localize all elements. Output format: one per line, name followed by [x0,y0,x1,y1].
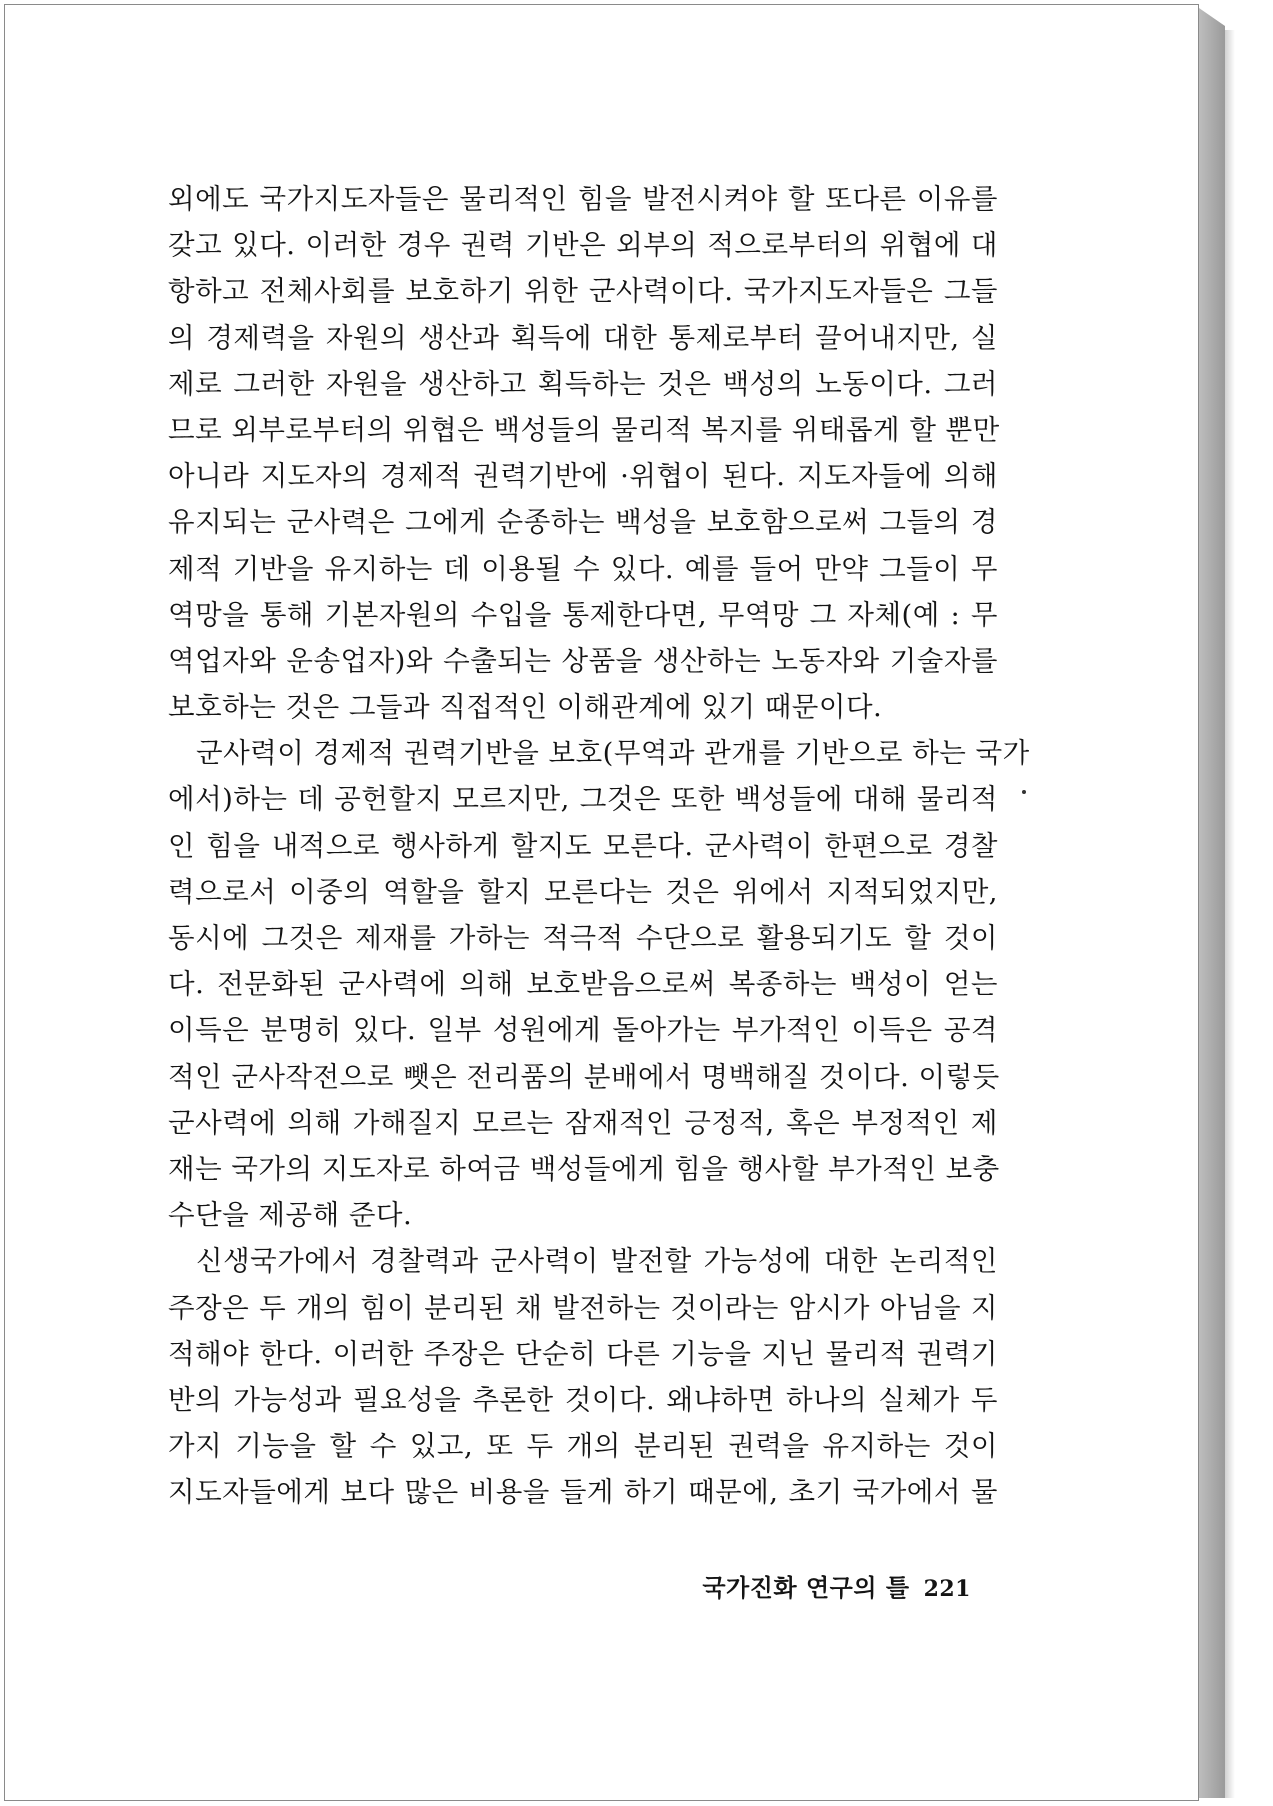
text-line: 동시에 그것은 제재를 가하는 적극적 수단으로 활용되기도 할 것이 [168,922,998,954]
text-line: 역업자와 운송업자)와 수출되는 상품을 생산하는 노동자와 기술자를 [168,644,998,677]
running-footer [702,1568,971,1603]
running-title: 국가진화 연구의 틀 [702,1573,910,1602]
page-number: 221 [923,1576,971,1602]
text-line: 의 경제력을 자원의 생산과 획득에 대한 통제로부터 끌어내지만, 실 [168,321,998,354]
text-line: 갖고 있다. 이러한 경우 권력 기반은 외부의 적으로부터의 위협에 대 [168,229,998,262]
paragraph-3 [168,1238,998,1515]
text-line: 외에도 국가지도자들은 물리적인 힘을 발전시켜야 할 또다른 이유를 [168,183,998,215]
text-line: 가지 기능을 할 수 있고, 또 두 개의 분리된 권력을 유지하는 것이 [168,1430,998,1463]
page-shadow [1225,30,1235,1798]
text-line: 제로 그러한 자원을 생산하고 획득하는 것은 백성의 노동이다. 그러 [168,367,998,400]
text-line: 군사력에 의해 가해질지 모르는 잠재적인 긍정적, 혹은 부정적인 제 [168,1106,998,1139]
text-line: 므로 외부로부터의 위협은 백성들의 물리적 복지를 위태롭게 할 뿐만 [168,413,1000,446]
text-line: 항하고 전체사회를 보호하기 위한 군사력이다. 국가지도자들은 그들 [168,275,998,308]
paragraph-1 [168,176,998,730]
text-line: 아니라 지도자의 경제적 권력기반에 ·위협이 된다. 지도자들에 의해 [168,460,998,493]
text-line: 에서)하는 데 공헌할지 모르지만, 그것은 또한 백성들에 대해 물리적 [168,783,998,816]
text-line: 이득은 분명히 있다. 일부 성원에게 돌아가는 부가적인 이득은 공격 [168,1014,998,1047]
text-line: 재는 국가의 지도자로 하여금 백성들에게 힘을 행사할 부가적인 보충 [168,1152,1000,1185]
text-line: 력으로서 이중의 역할을 할지 모른다는 것은 위에서 지적되었지만, [168,875,998,908]
body-text [168,176,1030,1515]
text-line: 군사력이 경제적 권력기반을 보호(무역과 관개를 기반으로 하는 국가 [196,737,1030,770]
text-line: 인 힘을 내적으로 행사하게 할지도 모른다. 군사력이 한편으로 경찰 [168,829,998,862]
text-line: 적인 군사작전으로 뺏은 전리품의 분배에서 명백해질 것이다. 이렇듯 [168,1060,1000,1093]
text-line: 신생국가에서 경찰력과 군사력이 발전할 가능성에 대한 논리적인 [196,1245,998,1278]
text-line: 지도자들에게 보다 많은 비용을 들게 하기 때문에, 초기 국가에서 물 [168,1476,998,1509]
text-line: 적해야 한다. 이러한 주장은 단순히 다른 기능을 지닌 물리적 권력기 [168,1337,998,1370]
text-line: 역망을 통해 기본자원의 수입을 통제한다면, 무역망 그 자체(예 : 무 [168,598,998,631]
text-line: 제적 기반을 유지하는 데 이용될 수 있다. 예를 들어 만약 그들이 무 [168,552,998,585]
text-line: 주장은 두 개의 힘이 분리된 채 발전하는 것이라는 암시가 아님을 지 [168,1291,998,1324]
text-line: 수단을 제공해 준다. [168,1199,413,1232]
scan-speck [1022,790,1026,794]
text-line: 다. 전문화된 군사력에 의해 보호받음으로써 복종하는 백성이 얻는 [168,968,998,1001]
text-line: 보호하는 것은 그들과 직접적인 이해관계에 있기 때문이다. [168,691,883,724]
paragraph-2 [168,730,1030,1238]
text-line: 유지되는 군사력은 그에게 순종하는 백성을 보호함으로써 그들의 경 [168,506,998,539]
text-line: 반의 가능성과 필요성을 추론한 것이다. 왜냐하면 하나의 실체가 두 [168,1383,998,1416]
page-stack-edge [1199,8,1225,1798]
